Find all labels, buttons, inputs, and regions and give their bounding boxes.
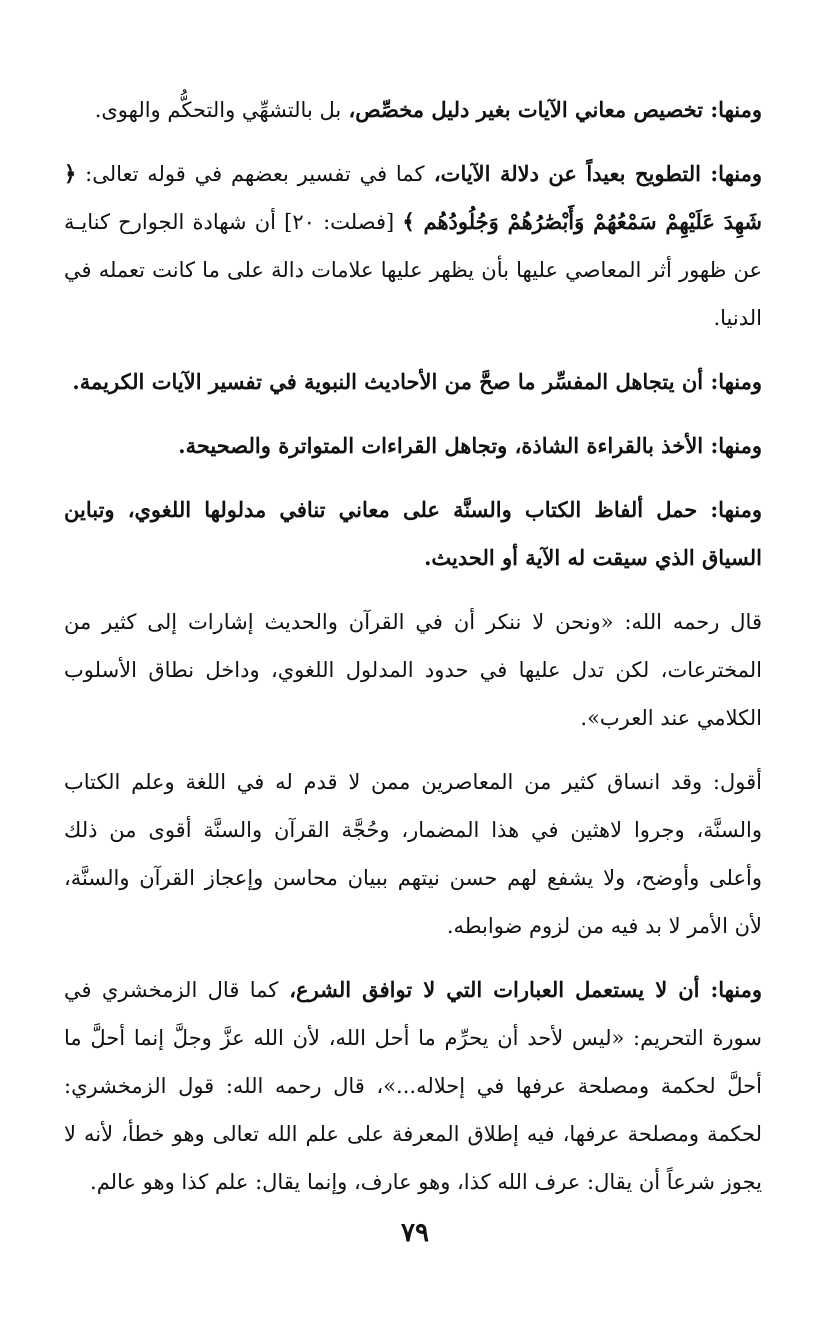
text-segment: [فصلت: ٢٠] أن شهادة الجوارح كنايـة عن ظهور أثر المعاصي عليها بأن يظهر عليها علامات دالة على ما كانت تعمله في الدنيا.: [64, 210, 762, 330]
bold-text-segment: ومنها: أن يتجاهل المفسِّر ما صحَّ من الأحاديث النبوية في تفسير الآيات الكريمة.: [72, 369, 762, 394]
paragraph: [64, 486, 762, 582]
paragraph: [64, 966, 762, 1206]
text-segment: كما في تفسير بعضهم في قوله تعالى:: [76, 162, 425, 186]
paragraph: [64, 422, 762, 470]
text-segment: أقول: وقد انساق كثير من المعاصرين ممن لا قدم له في اللغة وعلم الكتاب والسنَّة، وجروا لاهثين في هذا المضمار، وحُجَّة القرآن والسنَّة أقوى من ذلك وأعلى وأوضح، ولا يشفع لهم حسن نيتهم ببيان محاسن وإعجاز القرآن والسنَّة، لأن الأمر لا بد فيه من لزوم ضوابطه.: [64, 770, 762, 938]
bold-text-segment: ﴿ شَهِدَ عَلَيْهِمْ سَمْعُهُمْ وَأَبْصَٰرُهُمْ وَجُلُودُهُم ﴾: [64, 161, 763, 234]
bold-text-segment: ومنها: أن لا يستعمل العبارات التي لا توافق الشرع،: [278, 977, 763, 1002]
paragraph: [64, 86, 762, 134]
bold-text-segment: ومنها: التطويح بعيداً عن دلالة الآيات،: [424, 161, 762, 186]
page-number: ٧٩: [401, 1218, 429, 1248]
text-segment: كما قال الزمخشري في سورة التحريم: «ليس لأحد أن يحرِّم ما أحل الله، لأن الله عزَّ وجلَّ إنما أحلَّ ما أحلَّ لحكمة ومصلحة عرفها في إحلاله...»، قال رحمه الله: قول الزمخشري: لحكمة ومصلحة عرفها، فيه إطلاق المعرفة على علم الله تعالى وهو خطأ، لأنه لا يجوز شرعاً أن يقال: عرف الله كذا، وهو عارف، وإنما يقال: علم كذا وهو عالم.: [64, 978, 762, 1194]
paragraph: [64, 358, 762, 406]
paragraph: [64, 150, 762, 342]
bold-text-segment: ومنها: تخصيص معاني الآيات بغير دليل مخصِّص،: [341, 97, 762, 122]
text-segment: قال رحمه الله: «ونحن لا ننكر أن في القرآن والحديث إشارات إلى كثير من المخترعات، لكن تدل عليها في حدود المدلول اللغوي، وداخل نطاق الأسلوب الكلامي عند العرب».: [64, 610, 762, 730]
text-segment: بل بالتشهِّي والتحكُّم والهوى.: [94, 98, 342, 122]
paragraph: [64, 758, 762, 950]
paragraph: [64, 598, 762, 742]
bold-text-segment: ومنها: حمل ألفاظ الكتاب والسنَّة على معاني تنافي مدلولها اللغوي، وتباين السياق الذي سيقت له الآية أو الحديث.: [64, 497, 762, 570]
bold-text-segment: ومنها: الأخذ بالقراءة الشاذة، وتجاهل القراءات المتواترة والصحيحة.: [178, 433, 762, 458]
body-text: [64, 86, 762, 1206]
